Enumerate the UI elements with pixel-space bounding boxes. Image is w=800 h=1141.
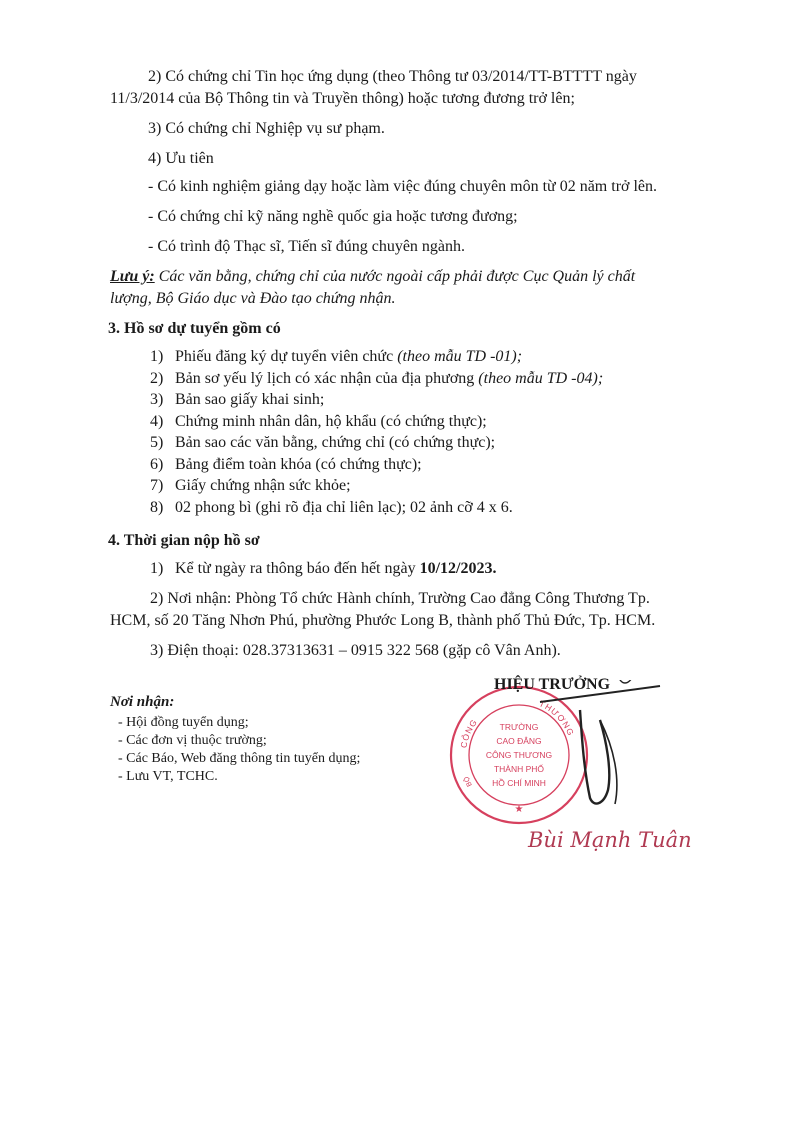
note-label: Lưu ý: [110,268,155,285]
document-item-text: Bản sao giấy khai sinh; [175,391,325,408]
note-text-1: Các văn bằng, chứng chỉ của nước ngoài cấp phải được Cục Quản lý chất [154,268,636,285]
contact-phone: 3) Điện thoại: 028.37313631 – 0915 322 568 (gặp cô Vân Anh). [150,642,561,659]
stamp-arc-left: CÔNG [458,716,480,749]
deadline-num: 1) [150,560,164,577]
submission-place-line-1: 2) Nơi nhận: Phòng Tổ chức Hành chính, Trường Cao đẳng Công Thương Tp. [150,590,650,607]
stamp-line-3: CÔNG THƯƠNG [485,750,553,760]
document-item-number: 8) [150,498,164,516]
document-item-text: Phiếu đăng ký dự tuyển viên chức [175,348,398,365]
recipient-item: - Hội đồng tuyển dụng; [118,715,249,730]
document-item-template-note: (theo mẫu TD -01); [397,348,523,365]
requirement-2-line-1: 2) Có chứng chỉ Tin học ứng dụng (theo Thông tư 03/2014/TT-BTTTT ngày [148,68,637,85]
document-item [150,411,603,433]
document-item [150,475,603,497]
stamp-arc-right: THƯƠNG [537,698,577,738]
section-3-heading: 3. Hồ sơ dự tuyển gồm có [108,320,281,337]
stamp-line-1: TRƯỜNG [499,722,539,732]
document-item [150,454,603,476]
document-item-number: 3) [150,391,164,408]
requirement-2-line-2: 11/3/2014 của Bộ Thông tin và Truyền thông) hoặc tương đương trở lên; [110,90,575,107]
document-item-number: 7) [150,477,164,494]
document-item-number: 4) [150,412,164,430]
document-item-number: 5) [150,434,164,451]
document-item-text: Chứng minh nhân dân, hộ khẩu (có chứng thực); [175,412,487,430]
document-item-text: Bảng điểm toàn khóa (có chứng thực); [175,455,422,473]
document-item-number: 6) [150,455,164,473]
priority-item-3: - Có trình độ Thạc sĩ, Tiến sĩ đúng chuyên ngành. [148,238,466,255]
priority-item-1: - Có kinh nghiệm giảng dạy hoặc làm việc đúng chuyên môn từ 02 năm trở lên. [148,178,658,195]
stamp-line-4: THÀNH PHỐ [493,764,545,774]
stamp-line-5: HỒ CHÍ MINH [492,778,546,788]
document-item [150,346,603,368]
priority-item-2: - Có chứng chỉ kỹ năng nghề quốc gia hoặc tương đương; [148,208,518,225]
document-item-text: 02 phong bì (ghi rõ địa chỉ liên lạc); 02 ảnh cỡ 4 x 6. [175,498,513,516]
svg-text:CÔNG [458,717,479,749]
document-item-number: 1) [150,348,164,365]
document-item [150,432,603,454]
note-line-2: lượng, Bộ Giáo dục và Đào tạo chứng nhận. [110,290,396,307]
document-item [150,497,603,519]
document-item-template-note: (theo mẫu TD -04); [478,369,604,387]
recipients-title: Nơi nhận: [110,694,175,710]
stamp-arc-small: BỘ [463,775,474,788]
svg-text:BỘ [461,775,474,788]
document-item-text: Giấy chứng nhận sức khỏe; [175,477,351,494]
submission-deadline [150,558,497,580]
document-item [150,368,603,390]
recipient-item: - Các đơn vị thuộc trường; [118,733,267,748]
document-item [150,389,603,411]
signer-name: Bùi Mạnh Tuân [528,828,692,852]
requirement-4: 4) Ưu tiên [148,150,214,167]
deadline-date: 10/12/2023. [419,560,497,577]
stamp-line-2: CAO ĐẲNG [496,736,542,746]
submission-place-line-2: HCM, số 20 Tăng Nhơn Phú, phường Phước Long B, thành phố Thủ Đức, Tp. HCM. [110,612,656,629]
recipient-item: - Lưu VT, TCHC. [118,769,218,784]
documents-list [150,346,603,518]
document-item-text: Bản sơ yếu lý lịch có xác nhận của địa phương [175,369,479,387]
recipient-item: - Các Báo, Web đăng thông tin tuyển dụng; [118,751,361,766]
document-item-text: Bản sao các văn bằng, chứng chỉ (có chứng thực); [175,434,496,451]
document-item-number: 2) [150,369,164,387]
stamp-star-icon: ★ [514,804,524,815]
signature-title: HIỆU TRƯỞNG [494,676,611,693]
note-line-1 [110,266,635,288]
handwritten-signature [520,680,720,810]
section-4-heading: 4. Thời gian nộp hồ sơ [108,532,260,549]
deadline-text: Kể từ ngày ra thông báo đến hết ngày [175,560,420,577]
requirement-3: 3) Có chứng chỉ Nghiệp vụ sư phạm. [148,120,385,137]
